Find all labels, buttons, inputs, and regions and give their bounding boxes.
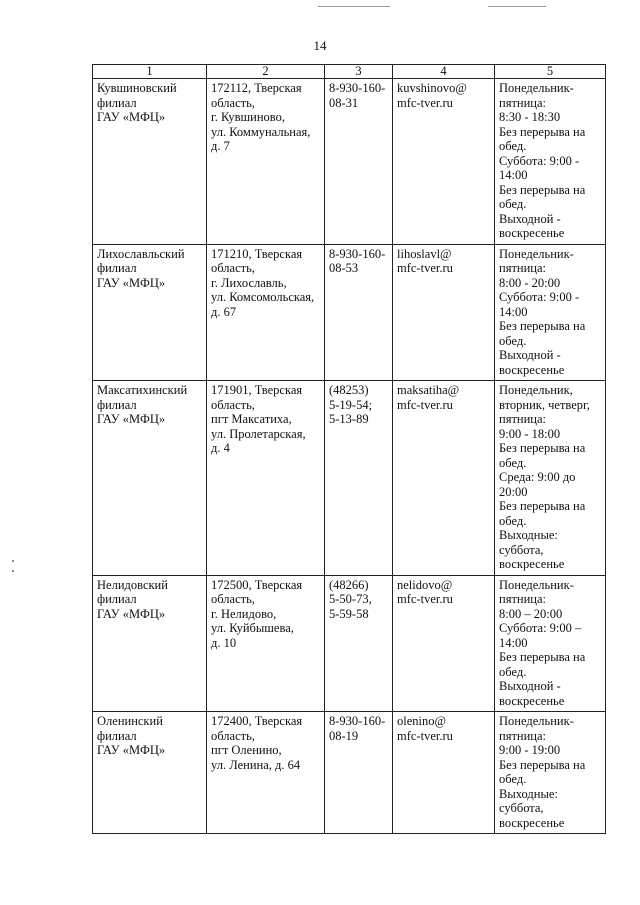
cell-line: Суббота: 9:00 - xyxy=(499,153,580,168)
cell-line: обед. xyxy=(499,455,527,470)
cell-line: nelidovo@ xyxy=(397,577,453,592)
cell-line: ГАУ «МФЦ» xyxy=(97,606,166,621)
working-hours-cell xyxy=(495,79,606,245)
cell-line: 08-53 xyxy=(329,261,359,275)
cell-line: mfc-tver.ru xyxy=(397,397,453,412)
branch-name-cell xyxy=(93,575,207,712)
cell-line: пятница: xyxy=(499,95,546,110)
working-hours-cell xyxy=(495,244,606,381)
cell-line: 8-930-160- xyxy=(329,81,386,95)
table-row xyxy=(93,712,606,834)
cell-line: ул. Комсомольская, xyxy=(211,290,315,304)
cell-line: Без перерыва на xyxy=(499,650,586,664)
cell-line: Без перерыва на xyxy=(499,757,586,772)
cell-line: ул. Коммунальная, xyxy=(211,124,311,139)
cell-line: maksatiha@ xyxy=(397,383,460,397)
cell-line: Выходной - xyxy=(499,679,561,693)
email-cell xyxy=(393,712,495,834)
cell-line: 14:00 xyxy=(499,168,528,182)
cell-line: 5-19-54; xyxy=(329,397,373,412)
cell-line: Оленинский xyxy=(97,714,163,728)
cell-line: воскресенье xyxy=(499,557,565,571)
address-cell xyxy=(207,381,325,576)
cell-line: Понедельник- xyxy=(499,577,574,592)
cell-line: обед. xyxy=(499,197,527,211)
cell-line: 171901, Тверская xyxy=(211,383,303,397)
branches-table-body xyxy=(93,65,606,834)
cell-line: вторник, четверг, xyxy=(499,397,590,412)
cell-line: филиал xyxy=(97,592,137,606)
cell-line: Понедельник- xyxy=(499,81,574,95)
cell-line: 14:00 xyxy=(499,635,528,650)
phone-cell xyxy=(325,712,393,834)
cell-line: lihoslavl@ xyxy=(397,246,452,261)
email-cell xyxy=(393,244,495,381)
cell-line: Без перерыва на xyxy=(499,319,586,333)
phone-cell xyxy=(325,79,393,245)
cell-line: 14:00 xyxy=(499,304,528,319)
email-cell xyxy=(393,381,495,576)
page-number: 14 xyxy=(313,38,327,53)
cell-line: Суббота: 9:00 - xyxy=(499,290,580,304)
cell-line: Нелидовский xyxy=(97,577,168,592)
cell-line: обед. xyxy=(499,139,527,153)
cell-line: область, xyxy=(211,397,255,412)
cell-line: д. 10 xyxy=(211,635,237,650)
cell-line: д. 4 xyxy=(211,441,230,455)
cell-line: обед. xyxy=(499,772,527,786)
cell-line: Максатихинский xyxy=(97,383,188,397)
cell-line: пятница: xyxy=(499,592,546,606)
cell-line: 8-930-160- xyxy=(329,246,386,261)
cell-line: 172112, Тверская xyxy=(211,81,302,95)
column-number: 2 xyxy=(207,65,325,79)
working-hours-cell xyxy=(495,712,606,834)
scan-dot xyxy=(12,560,14,562)
branch-name-cell xyxy=(93,381,207,576)
cell-line: mfc-tver.ru xyxy=(397,592,453,606)
column-number-row xyxy=(93,65,606,79)
cell-line: Без перерыва на xyxy=(499,441,586,455)
cell-line: (48266) xyxy=(329,577,369,592)
cell-line: olenino@ xyxy=(397,714,447,728)
cell-line: д. 67 xyxy=(211,304,237,319)
cell-line: воскресенье xyxy=(499,362,565,377)
email-cell xyxy=(393,575,495,712)
cell-line: Без перерыва на xyxy=(499,182,586,197)
cell-line: г. Кувшиново, xyxy=(211,110,285,124)
cell-line: область, xyxy=(211,592,255,606)
cell-line: 172400, Тверская xyxy=(211,714,303,728)
column-number: 4 xyxy=(393,65,495,79)
email-cell xyxy=(393,79,495,245)
cell-line: Лихославльский xyxy=(97,246,185,261)
cell-line: 5-13-89 xyxy=(329,412,369,426)
cell-line: Без перерыва на xyxy=(499,499,586,513)
cell-line: 8-930-160- xyxy=(329,714,386,728)
cell-line: филиал xyxy=(97,728,137,743)
cell-line: kuvshinovo@ xyxy=(397,81,467,95)
cell-line: суббота, xyxy=(499,542,544,557)
cell-line: суббота, xyxy=(499,801,544,815)
cell-line: ул. Куйбышева, xyxy=(211,621,294,635)
cell-line: Понедельник- xyxy=(499,714,574,728)
table-row xyxy=(93,79,606,245)
address-cell xyxy=(207,244,325,381)
scan-artifact-top-left xyxy=(318,6,390,7)
cell-line: Выходные: xyxy=(499,786,558,801)
cell-line: обед. xyxy=(499,513,527,528)
branch-name-cell xyxy=(93,79,207,245)
cell-line: пгт Оленино, xyxy=(211,743,282,757)
phone-cell xyxy=(325,575,393,712)
cell-line: mfc-tver.ru xyxy=(397,261,453,275)
cell-line: ГАУ «МФЦ» xyxy=(97,743,166,757)
cell-line: 8:00 - 20:00 xyxy=(499,275,561,290)
cell-line: пятница: xyxy=(499,412,546,426)
cell-line: обед. xyxy=(499,664,527,679)
scan-artifact-top-right xyxy=(488,6,546,7)
cell-line: (48253) xyxy=(329,383,369,397)
cell-line: филиал xyxy=(97,397,137,412)
cell-line: Среда: 9:00 до xyxy=(499,470,576,484)
branch-name-cell xyxy=(93,712,207,834)
cell-line: г. Нелидово, xyxy=(211,606,277,621)
column-number: 3 xyxy=(325,65,393,79)
address-cell xyxy=(207,575,325,712)
cell-line: 5-50-73, xyxy=(329,592,372,606)
cell-line: ул. Ленина, д. 64 xyxy=(211,757,301,772)
cell-line: Суббота: 9:00 – xyxy=(499,621,582,635)
scan-dot xyxy=(12,570,14,572)
table-row xyxy=(93,575,606,712)
cell-line: ГАУ «МФЦ» xyxy=(97,110,166,124)
cell-line: Выходной - xyxy=(499,211,561,226)
working-hours-cell xyxy=(495,381,606,576)
cell-line: область, xyxy=(211,728,255,743)
cell-line: воскресенье xyxy=(499,693,565,708)
cell-line: 20:00 xyxy=(499,484,528,499)
column-number: 5 xyxy=(495,65,606,79)
cell-line: 9:00 - 18:00 xyxy=(499,426,561,441)
branches-table xyxy=(92,64,606,834)
cell-line: Понедельник, xyxy=(499,383,573,397)
table-row xyxy=(93,244,606,381)
cell-line: Кувшиновский xyxy=(97,81,177,95)
cell-line: mfc-tver.ru xyxy=(397,95,453,110)
cell-line: д. 7 xyxy=(211,139,230,153)
cell-line: 171210, Тверская xyxy=(211,246,303,261)
address-cell xyxy=(207,712,325,834)
cell-line: mfc-tver.ru xyxy=(397,728,453,743)
cell-line: 08-19 xyxy=(329,728,359,743)
cell-line: 08-31 xyxy=(329,95,359,110)
cell-line: филиал xyxy=(97,261,137,275)
cell-line: Выходной - xyxy=(499,348,561,362)
cell-line: 5-59-58 xyxy=(329,606,369,621)
cell-line: воскресенье xyxy=(499,815,565,830)
cell-line: область, xyxy=(211,95,255,110)
cell-line: ул. Пролетарская, xyxy=(211,426,306,441)
cell-line: пятница: xyxy=(499,728,546,743)
cell-line: Понедельник- xyxy=(499,246,574,261)
cell-line: область, xyxy=(211,261,255,275)
cell-line: 8:30 - 18:30 xyxy=(499,110,561,124)
cell-line: пгт Максатиха, xyxy=(211,412,292,426)
cell-line: обед. xyxy=(499,333,527,348)
phone-cell xyxy=(325,244,393,381)
cell-line: ГАУ «МФЦ» xyxy=(97,412,166,426)
cell-line: филиал xyxy=(97,95,137,110)
address-cell xyxy=(207,79,325,245)
cell-line: ГАУ «МФЦ» xyxy=(97,275,166,290)
cell-line: Без перерыва на xyxy=(499,124,586,139)
column-number: 1 xyxy=(93,65,207,79)
cell-line: 8:00 – 20:00 xyxy=(499,606,563,621)
branch-name-cell xyxy=(93,244,207,381)
phone-cell xyxy=(325,381,393,576)
cell-line: Выходные: xyxy=(499,528,558,542)
table-row xyxy=(93,381,606,576)
cell-line: г. Лихославль, xyxy=(211,275,287,290)
cell-line: 9:00 - 19:00 xyxy=(499,743,561,757)
working-hours-cell xyxy=(495,575,606,712)
cell-line: пятница: xyxy=(499,261,546,275)
cell-line: воскресенье xyxy=(499,226,565,240)
cell-line: 172500, Тверская xyxy=(211,577,303,592)
